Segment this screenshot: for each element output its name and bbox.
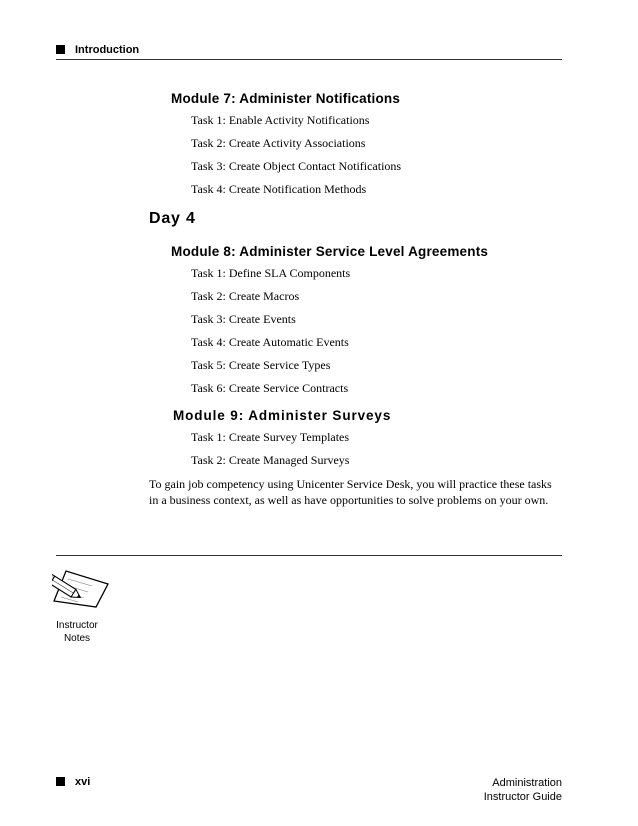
instructor-notes-line-2: Notes [63,633,91,644]
summary-paragraph [149,476,569,508]
section-title: Introduction [75,44,140,56]
footer-bullet-square [56,777,65,786]
document-title [484,776,562,804]
notes-rule [56,555,562,556]
instructor-notes-line-1: Instructor [56,620,98,631]
module-7-task-3: Task 3: Create Object Contact Notifications [191,159,402,173]
module-8-task-5: Task 5: Create Service Types [191,358,331,372]
module-8-heading: Module 8: Administer Service Level Agreements [171,244,489,259]
day-heading: Day 4 [149,210,196,227]
page-number: xvi [75,776,91,788]
module-8-task-1: Task 1: Define SLA Components [191,266,351,280]
summary-line-1: To gain job competency using Unicenter Service Desk, you will practice these tasks [149,477,552,491]
module-8-task-4: Task 4: Create Automatic Events [191,335,349,349]
module-7-task-2: Task 2: Create Activity Associations [191,136,366,150]
header-bullet-square [56,45,65,54]
module-8-task-2: Task 2: Create Macros [191,289,300,303]
header-rule [56,59,562,60]
document-title-line-1: Administration [492,777,562,789]
module-9-task-2: Task 2: Create Managed Surveys [191,453,350,467]
module-7-task-4: Task 4: Create Notification Methods [191,182,367,196]
module-7-heading: Module 7: Administer Notifications [171,91,401,106]
instructor-notes-label [46,619,108,645]
module-9-task-1: Task 1: Create Survey Templates [191,430,350,444]
module-7-task-1: Task 1: Enable Activity Notifications [191,113,370,127]
document-title-line-2: Instructor Guide [483,791,562,803]
pencil-notepad-icon [52,557,110,609]
module-9-heading: Module 9: Administer Surveys [173,408,392,423]
summary-line-2: in a business context, as well as have opportunities to solve problems on your own. [149,493,549,507]
module-8-task-6: Task 6: Create Service Contracts [191,381,349,395]
module-8-task-3: Task 3: Create Events [191,312,296,326]
